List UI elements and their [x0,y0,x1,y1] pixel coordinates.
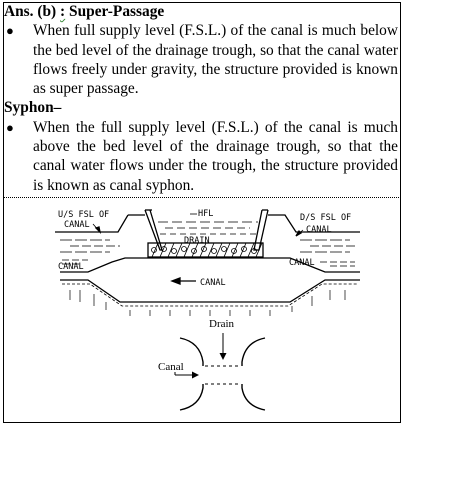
super-passage-text: When full supply level (F.S.L.) of the canal is much below the bed level of the drainage trough, so that the canal water flows freely under gravity, the structure provided is known as super passage. [33,22,398,98]
canal-left-label: CANAL [58,262,84,272]
bullet-icon: ● [6,23,14,39]
drain-label: DRAIN [184,236,210,246]
answer-label: Ans. (b) [4,3,57,20]
ds-fsl-label: D/S FSL OF [300,213,352,223]
ds-canal-label: CANAL [306,225,332,235]
syphon-text: When the full supply level (F.S.L.) of the canal is much above the bed level of the drainage trough, so that the canal water flows under the trough, the structure provided is known as canal syphon. [33,118,398,194]
super-passage-title: Super-Passage [69,3,165,20]
us-fsl-label: U/S FSL OF [58,210,110,220]
plan-drain-label: Drain [209,318,235,330]
heading-colon: : [60,3,66,20]
hfl-label: HFL [198,209,214,219]
us-canal-label: CANAL [64,220,90,230]
bullet-icon: ● [6,119,14,135]
canal-center-label: CANAL [200,278,226,288]
syphon-heading: Syphon– [4,99,62,117]
syphon-plan-drawing [175,333,265,410]
plan-canal-label: Canal [158,361,184,373]
canal-right-label: CANAL [289,258,315,268]
